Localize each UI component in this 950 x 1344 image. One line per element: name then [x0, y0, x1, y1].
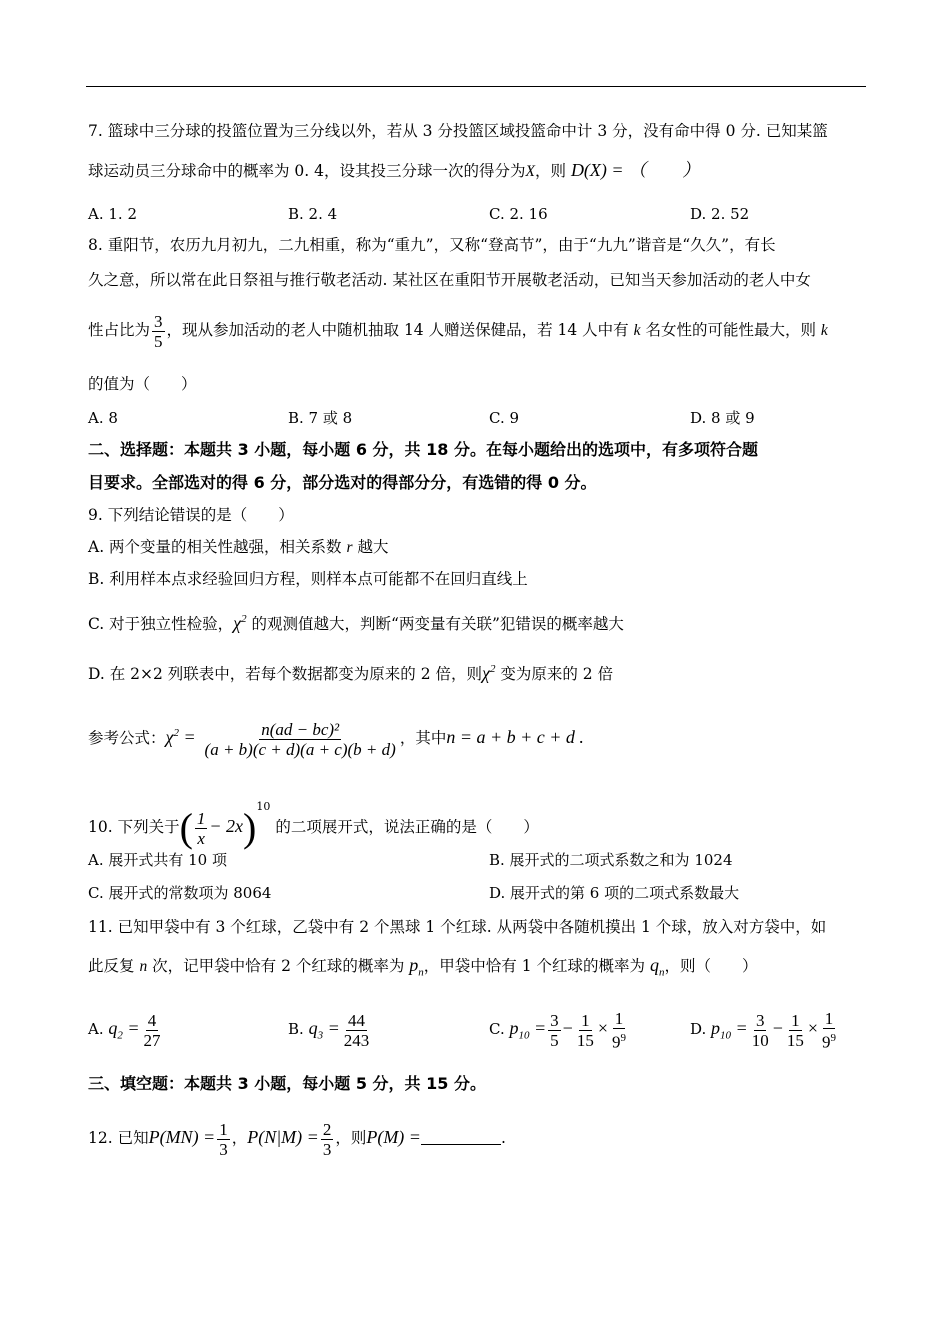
q9-formula-fraction: $\frac{\text{n(ad − bc)²}}{(a + b)(c + d)(a + c)(b + d)}$	[204, 719, 396, 759]
q7-line2: 球运动员三分球命中的概率为 0. 4，设其投三分球一次的得分为X，则 D(X) = （ ）	[88, 160, 701, 180]
q8-option-b: B. 7 或 8	[288, 409, 353, 427]
q9-option-d: D. 在 2×2 列联表中，若每个数据都变为原来的 2 倍，则$\chi^2$ 变为原来的 2 倍	[88, 663, 614, 683]
chi-square-symbol: $\chi^2$	[233, 613, 247, 633]
q7-option-c: C. 2. 16	[489, 205, 548, 223]
q8-line4: 的值为（ ）	[88, 375, 197, 393]
q7-option-b: B. 2. 4	[288, 205, 338, 223]
q8-line2: 久之意，所以常在此日祭祖与推行敬老活动. 某社区在重阳节开展敬老活动，已知当天参加活动的老人中女	[88, 271, 811, 289]
q9-formula: 参考公式：$\chi^2$ = $\frac{\text{n(ad − bc)²}}{(a + b)(c + d)(a + c)(b + d)}$ ，其中n = a + b + c + d .	[88, 719, 584, 759]
q11-line2: 此反复 n 次，记甲袋中恰有 2 个红球的概率为 $p_n$，甲袋中恰有 1 个红球的概率为 $q_n$，则（ ）	[88, 955, 758, 979]
q9-option-a: A. 两个变量的相关性越强，相关系数 r 越大	[88, 538, 389, 556]
q10-option-a: A. 展开式共有 10 项	[88, 851, 227, 869]
q10-fraction: $\frac{1}{x}$	[196, 808, 206, 848]
section2-heading-line1: 二、选择题：本题共 3 小题，每小题 6 分，共 18 分。在每小题给出的选项中，有多项符合题	[88, 440, 758, 459]
q9-stem: 9. 下列结论错误的是（ ）	[88, 506, 294, 524]
section2-heading-line2: 目要求。全部选对的得 6 分，部分选对的得部分分，有选错的得 0 分。	[88, 473, 597, 492]
q11-option-b: B. $q_3$ = $\frac{44}{243}$	[288, 1010, 370, 1050]
q8-line1: 8. 重阳节，农历九月初九，二九相重，称为“重九”，又称“登高节”，由于“九九”谐音是“久久”，有长	[88, 236, 776, 254]
q10-option-c: C. 展开式的常数项为 8064	[88, 884, 272, 902]
q11-line1: 11. 已知甲袋中有 3 个红球，乙袋中有 2 个黑球 1 个红球. 从两袋中各随机摸出 1 个球，放入对方袋中，如	[88, 918, 827, 936]
q10-option-b: B. 展开式的二项式系数之和为 1024	[489, 851, 733, 869]
section3-heading: 三、填空题：本题共 3 小题，每小题 5 分，共 15 分。	[88, 1074, 486, 1093]
q11-option-d: D. $p_{10}$ = $\frac{3}{10}$ − $\frac{1}{15}$ × $\frac{1}{9^9}$	[690, 1008, 837, 1052]
q7-option-a: A. 1. 2	[88, 205, 137, 223]
q11-option-c: C. $p_{10}$ = $\frac{3}{5}$ − $\frac{1}{15}$ × $\frac{1}{9^9}$	[489, 1008, 626, 1052]
q8-option-a: A. 8	[88, 409, 118, 427]
q7-option-d: D. 2. 52	[690, 205, 750, 223]
q7-expr: D(X) = （ ）	[570, 160, 701, 180]
q8-option-d: D. 8 或 9	[690, 409, 755, 427]
q8-fraction: $\frac{3}{5}$	[154, 311, 163, 351]
q10-stem: 10. 下列关于( $\frac{1}{x}$ − 2x)$^{10}$ 的二项展开式，说法正确的是（ ）	[88, 800, 539, 850]
answer-blank[interactable]	[421, 1144, 501, 1145]
q8-line3: 性占比为 $\frac{3}{5}$ ，现从参加活动的老人中随机抽取 14 人赠送保健品，若 14 人中有 k 名女性的可能性最大，则 k	[88, 311, 828, 351]
chi-square-symbol-2: $\chi^2$	[482, 663, 496, 683]
q11-option-a: A. $q_2$ = $\frac{4}{27}$	[88, 1010, 161, 1050]
q12-stem: 12. 已知P(MN) = $\frac{1}{3}$ ，P(N|M) = $\frac{2}{3}$ ，则P(M) = .	[88, 1119, 506, 1159]
q8-option-c: C. 9	[489, 409, 520, 427]
q10-option-d: D. 展开式的第 6 项的二项式系数最大	[489, 884, 740, 902]
q9-option-c: C. 对于独立性检验，$\chi^2$ 的观测值越大，判断“两变量有关联”犯错误的概率越大	[88, 613, 624, 633]
header-rule	[86, 86, 866, 87]
q7-line1: 7. 篮球中三分球的投篮位置为三分线以外，若从 3 分投篮区域投篮命中计 3 分，没有命中得 0 分. 已知某篮	[88, 122, 828, 140]
q9-option-b: B. 利用样本点求经验回归方程，则样本点可能都不在回归直线上	[88, 570, 528, 588]
